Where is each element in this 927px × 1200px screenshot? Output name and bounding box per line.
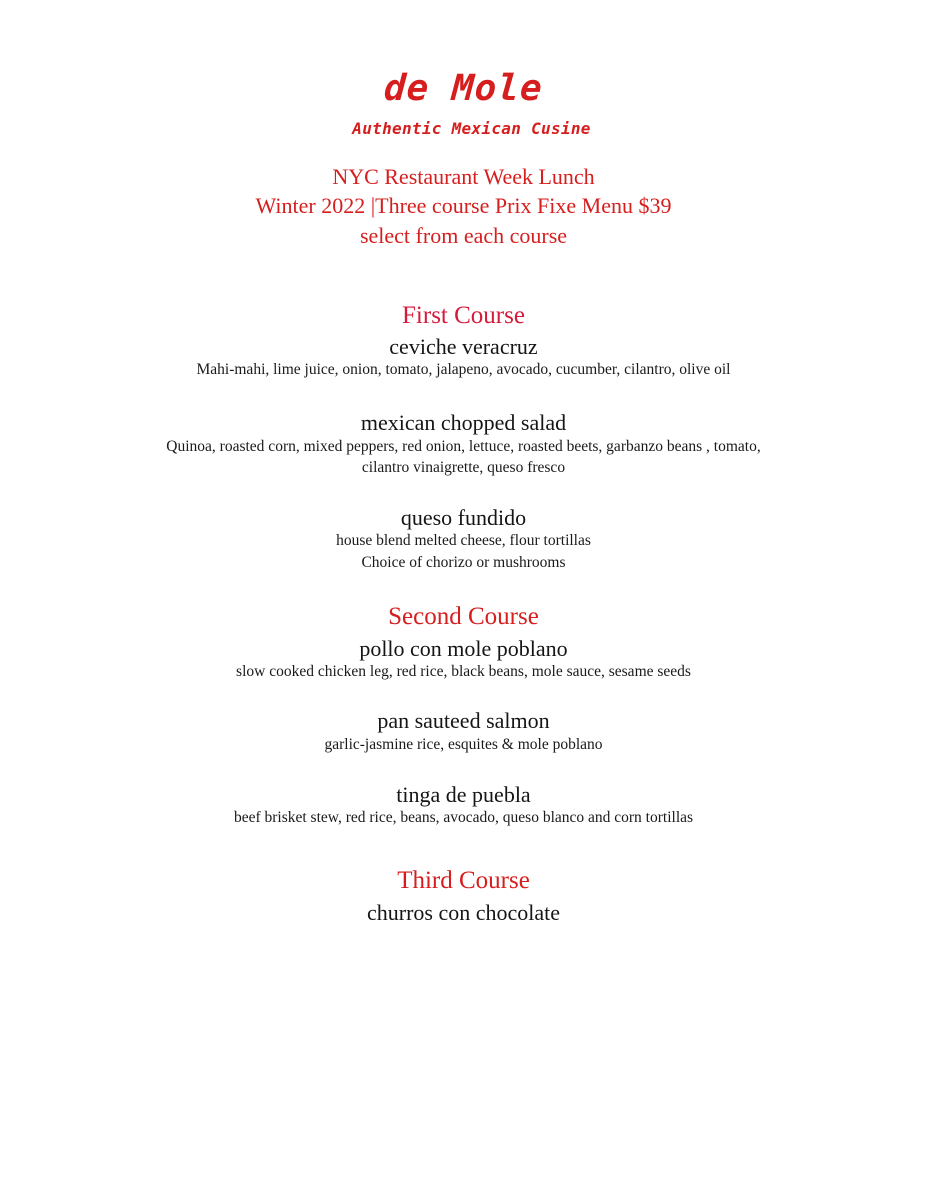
restaurant-tagline: Authentic Mexican Cusine	[352, 119, 591, 138]
dish-description: Quinoa, roasted corn, mixed peppers, red onion, lettuce, roasted beets, garbanzo beans , tomato,	[166, 438, 761, 455]
dish-name: pan sauteed salmon	[377, 708, 550, 733]
promo-instructions: select from each course	[359, 223, 568, 248]
dish-name: ceviche veracruz	[389, 334, 538, 359]
dish-name: queso fundido	[400, 505, 527, 530]
promo-title: NYC Restaurant Week Lunch	[332, 164, 595, 189]
dish-description: garlic-jasmine rice, esquites & mole poblano	[324, 736, 603, 753]
course-title-third: Third Course	[397, 867, 530, 894]
dish-description: cilantro vinaigrette, queso fresco	[361, 459, 566, 476]
dish-name: churros con chocolate	[366, 900, 561, 925]
dish-name: tinga de puebla	[396, 782, 531, 807]
dish-description: Choice of chorizo or mushrooms	[361, 554, 566, 571]
course-title-second: Second Course	[388, 603, 539, 630]
dish-description: Mahi-mahi, lime juice, onion, tomato, jalapeno, avocado, cucumber, cilantro, olive oil	[196, 361, 731, 378]
course-title-first: First Course	[402, 302, 525, 329]
restaurant-name: de Mole	[382, 68, 545, 109]
promo-subtitle: Winter 2022 |Three course Prix Fixe Menu $39	[255, 193, 672, 218]
dish-name: pollo con mole poblano	[359, 636, 568, 661]
dish-description: slow cooked chicken leg, red rice, black beans, mole sauce, sesame seeds	[236, 663, 691, 680]
dish-name: mexican chopped salad	[360, 410, 567, 435]
dish-description: house blend melted cheese, flour tortillas	[336, 532, 591, 549]
dish-description: beef brisket stew, red rice, beans, avocado, queso blanco and corn tortillas	[233, 809, 694, 826]
